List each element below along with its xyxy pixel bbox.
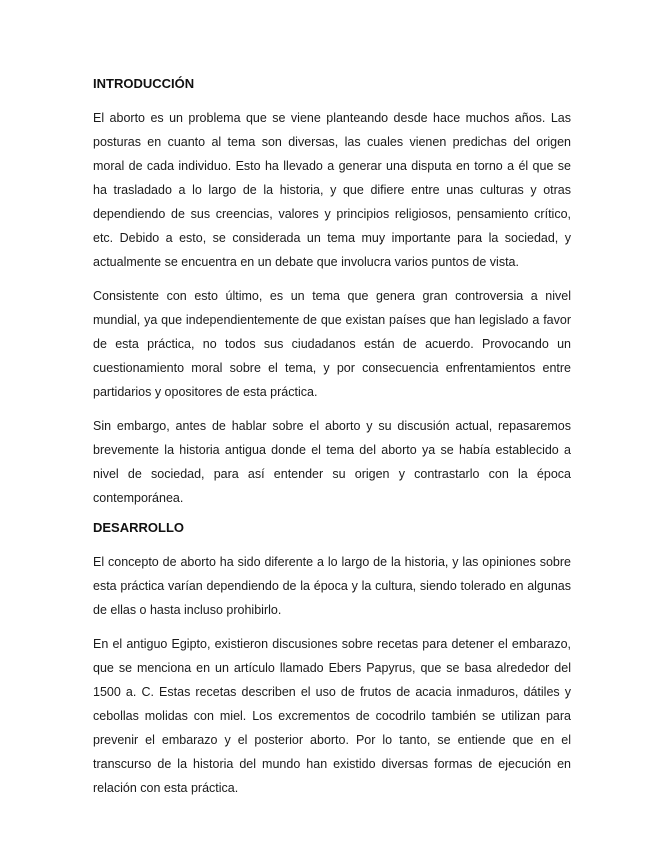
paragraph: Sin embargo, antes de hablar sobre el aborto y su discusión actual, repasaremos brevemente la historia antigua donde el tema del aborto ya se había establecido a nivel de sociedad, para así entender su origen y contrastarlo con la época contemporánea. xyxy=(93,419,571,505)
paragraph: Consistente con esto último, es un tema que genera gran controversia a nivel mundial, ya que independientemente de que existan países que han legislado a favor de esta práctica, no todos sus ciudadanos están de acuerdo. Provocando un cuestionamiento moral sobre el tema, y por consecuencia enfrentamientos entre partidarios y opositores de esta práctica. xyxy=(93,289,571,399)
paragraph: El concepto de aborto ha sido diferente a lo largo de la historia, y las opiniones sobre esta práctica varían dependiendo de la época y la cultura, siendo tolerado en algunas de ellas o hasta incluso prohibirlo. xyxy=(93,555,571,617)
paragraph: En el antiguo Egipto, existieron discusiones sobre recetas para detener el embarazo, que se menciona en un artículo llamado Ebers Papyrus, que se basa alrededor del 1500 a. C. Estas recetas describen el uso de frutos de acacia inmaduros, dátiles y cebollas molidas con miel. Los excrementos de cocodrilo también se utilizan para prevenir el embarazo y el posterior aborto. Por lo tanto, se entiende que en el transcurso de la historia del mundo han existido diversas formas de ejecución en relación con esta práctica. xyxy=(93,637,571,795)
paragraph: El aborto es un problema que se viene planteando desde hace muchos años. Las posturas en cuanto al tema son diversas, las cuales vienen predichas del origen moral de cada individuo. Esto ha llevado a generar una disputa en torno a él que se ha trasladado a lo largo de la historia, y que difiere entre unas culturas y otras dependiendo de sus creencias, valores y principios religiosos, pensamiento crítico, etc. Debido a esto, se considerada un tema muy importante para la sociedad, y actualmente se encuentra en un debate que involucra varios puntos de vista. xyxy=(93,111,571,269)
section-heading-desarrollo: DESARROLLO xyxy=(93,520,184,535)
document-body xyxy=(93,76,571,810)
section-heading-introduccion: INTRODUCCIÓN xyxy=(93,76,195,91)
